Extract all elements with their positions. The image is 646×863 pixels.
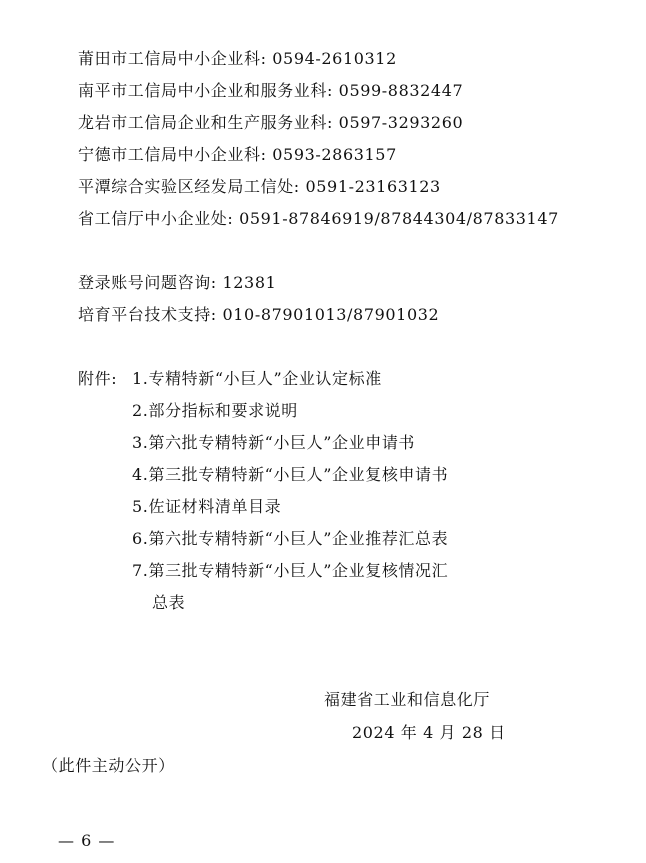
attachment-item: 2.部分指标和要求说明	[132, 401, 298, 420]
signature-date: 2024 年 4 月 28 日	[352, 723, 506, 742]
contact-line-longyan: 龙岩市工信局企业和生产服务业科: 0597-3293260	[78, 113, 464, 132]
signature-organization: 福建省工业和信息化厅	[324, 690, 491, 709]
attachment-item: 1.专精特新“小巨人”企业认定标准	[132, 369, 382, 388]
attachment-item: 7.第三批专精特新“小巨人”企业复核情况汇	[132, 561, 449, 580]
contact-line-ningde: 宁德市工信局中小企业科: 0593-2863157	[78, 145, 397, 164]
contact-line-province: 省工信厅中小企业处: 0591-87846919/87844304/87833147	[78, 209, 559, 228]
attachment-item: 3.第六批专精特新“小巨人”企业申请书	[132, 433, 416, 452]
support-line-tech: 培育平台技术支持: 010-87901013/87901032	[78, 305, 440, 324]
page-number: — 6 —	[58, 831, 116, 850]
attachment-item: 5.佐证材料清单目录	[132, 497, 282, 516]
contact-line-nanping: 南平市工信局中小企业和服务业科: 0599-8832447	[78, 81, 464, 100]
attachment-item: 4.第三批专精特新“小巨人”企业复核申请书	[132, 465, 449, 484]
contact-line-putian: 莆田市工信局中小企业科: 0594-2610312	[78, 49, 397, 68]
attachment-item: 6.第六批专精特新“小巨人”企业推荐汇总表	[132, 529, 449, 548]
disclosure-note: （此件主动公开）	[42, 756, 175, 775]
support-line-account: 登录账号问题咨询: 12381	[78, 273, 277, 292]
attachments-label: 附件:	[78, 369, 118, 388]
contact-line-pingtan: 平潭综合实验区经发局工信处: 0591-23163123	[78, 177, 441, 196]
attachment-item-continuation: 总表	[152, 593, 186, 612]
